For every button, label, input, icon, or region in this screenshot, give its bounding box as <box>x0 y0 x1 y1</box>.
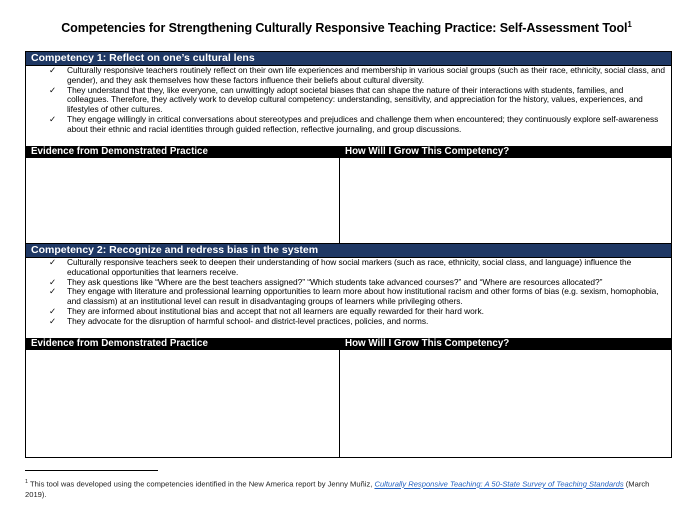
check-icon: ✓ <box>49 257 57 267</box>
page-title-text: Competencies for Strengthening Culturally Responsive Teaching Practice: Self-Assessment Tool <box>61 21 628 36</box>
evidence-column-header: Evidence from Demonstrated Practice <box>26 146 340 158</box>
competency-1-column-headers <box>26 146 671 158</box>
footnote-text-after: (March 2019). <box>25 479 650 500</box>
footnote-marker: 1 <box>25 479 29 485</box>
growth-response-cell[interactable] <box>340 158 671 244</box>
list-item: ✓ They engage willingly in critical conversations about stereotypes and prejudices and challenge them when encountered; they continuously explore self-awareness about their ethnic and racial identities through guided reflection, reflective journaling, and group discussions. <box>49 113 659 134</box>
report-link[interactable]: Culturally Responsive Teaching: A 50-State Survey of Teaching Standards <box>374 479 624 489</box>
check-icon: ✓ <box>49 113 57 124</box>
competency-2-column-headers <box>26 338 671 350</box>
competency-2-section <box>25 243 672 458</box>
footnote-divider <box>25 470 158 471</box>
list-item: ✓ They are informed about institutional bias and accept that not all learners are equally rewarded for their hard work. <box>49 305 484 316</box>
growth-response-cell[interactable] <box>340 350 671 457</box>
competency-2-heading: Competency 2: Recognize and redress bias in the system <box>26 244 671 258</box>
competency-2-response-row <box>26 350 671 457</box>
check-icon: ✓ <box>49 315 57 326</box>
evidence-response-cell[interactable] <box>26 158 340 244</box>
list-item: ✓ Culturally responsive teachers routinely reflect on their own life experiences and membership in various social groups (such as their race, ethnicity, social class, and gender), and they ask themselves how these factors influence their beliefs about cultural diversity. <box>49 65 665 85</box>
check-icon: ✓ <box>49 305 57 316</box>
check-icon: ✓ <box>49 276 57 287</box>
check-icon: ✓ <box>49 286 57 297</box>
competency-2-list <box>26 258 671 338</box>
list-item: ✓ They advocate for the disruption of harmful school- and district-level practices, policies, and norms. <box>49 315 429 326</box>
growth-column-header: How Will I Grow This Competency? <box>345 338 510 349</box>
evidence-column-header: Evidence from Demonstrated Practice <box>26 338 340 350</box>
title-footnote-marker: 1 <box>627 20 632 29</box>
list-item: ✓ Culturally responsive teachers seek to deepen their understanding of how social markers (such as race, ethnicity, social class, and language) influence the educational opportunities that learners receive. <box>49 257 632 277</box>
footnote-text-before: This tool was developed using the competencies identified in the New America report by Jenny Muñiz, <box>28 479 375 489</box>
page-title <box>0 20 693 35</box>
competency-1-section <box>25 51 672 245</box>
list-item: ✓ They understand that they, like everyone, can unwittingly adopt societal biases that can shape the nature of their interactions with students, families, and colleagues. Therefore, they actively work to develop cultural competency: understanding, sensitivity, and appreciation for the history, values, experiences, and lifestyles of other cultures. <box>49 84 643 115</box>
evidence-response-cell[interactable] <box>26 350 340 457</box>
competency-1-heading: Competency 1: Reflect on one’s cultural lens <box>26 52 671 66</box>
footnote <box>25 477 670 501</box>
list-item: ✓ They ask questions like “Where are the best teachers assigned?” “Which students take advanced courses?” and “Where are resources allocated?” <box>49 276 603 287</box>
competency-1-response-row <box>26 158 671 244</box>
check-icon: ✓ <box>49 84 57 95</box>
list-item: ✓ They engage with literature and professional learning opportunities to learn more about how institutional racism and other forms of bias (e.g. sexism, homophobia, and classism) at an institutional level can result in disadvantaging groups of learners while privileging others. <box>49 286 659 307</box>
growth-column-header: How Will I Grow This Competency? <box>345 146 510 157</box>
check-icon: ✓ <box>49 65 57 75</box>
competency-1-list <box>26 66 671 146</box>
